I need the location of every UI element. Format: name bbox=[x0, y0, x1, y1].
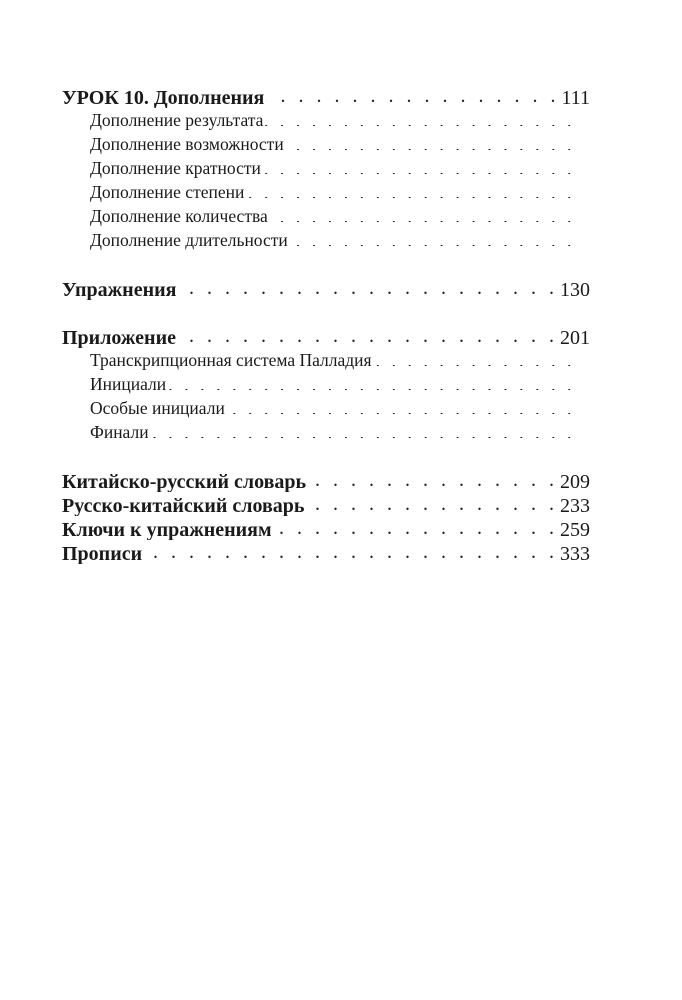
toc-subentry-title: Дополнение результата bbox=[90, 110, 264, 130]
toc-subentry-title: Дополнение возможности bbox=[90, 134, 284, 154]
toc-section-final bbox=[62, 468, 590, 564]
toc-subentry[interactable] bbox=[62, 420, 577, 444]
toc-entry-title: УРОК 10. Дополнения bbox=[62, 87, 265, 108]
table-of-contents bbox=[62, 84, 590, 588]
toc-entry-copybooks[interactable] bbox=[62, 540, 590, 564]
dot-leader bbox=[178, 324, 558, 344]
dot-leader bbox=[306, 492, 558, 512]
dot-leader bbox=[286, 133, 575, 151]
toc-section-lesson-10 bbox=[62, 84, 590, 252]
toc-entry-title: Упражнения bbox=[62, 279, 177, 300]
toc-entry-title: Приложение bbox=[62, 327, 176, 348]
toc-entry-title: Прописи bbox=[62, 543, 143, 564]
dot-leader bbox=[290, 229, 575, 247]
toc-subentry[interactable] bbox=[62, 204, 577, 228]
toc-entry-chinese-russian-dictionary[interactable] bbox=[62, 468, 590, 492]
toc-page-number: 130 bbox=[560, 279, 590, 300]
toc-subentry[interactable] bbox=[62, 348, 577, 372]
toc-subentry[interactable] bbox=[62, 180, 577, 204]
toc-subentry-title: Дополнение степени bbox=[90, 182, 245, 202]
toc-entry-title: Китайско-русский словарь bbox=[62, 471, 307, 492]
dot-leader bbox=[308, 468, 558, 488]
toc-subentry-title: Дополнение количества bbox=[90, 206, 268, 226]
toc-subentry-title: Дополнение кратности bbox=[90, 158, 261, 178]
dot-leader bbox=[265, 109, 575, 127]
toc-subentry-title: Транскрипционная система Палладия bbox=[90, 350, 372, 370]
toc-entry-title: Ключи к упражнениям bbox=[62, 519, 272, 540]
toc-subentry-title: Дополнение длительности bbox=[90, 230, 288, 250]
toc-subentry-title: Инициали bbox=[90, 374, 167, 394]
dot-leader bbox=[274, 516, 558, 536]
toc-entry-exercises[interactable] bbox=[62, 276, 590, 300]
toc-subentry[interactable] bbox=[62, 396, 577, 420]
toc-page-number: 111 bbox=[561, 87, 590, 108]
toc-subentry-title: Особые инициали bbox=[90, 398, 225, 418]
toc-subentry[interactable] bbox=[62, 108, 577, 132]
dot-leader bbox=[178, 276, 558, 296]
dot-leader bbox=[227, 397, 575, 415]
dot-leader bbox=[144, 540, 558, 560]
toc-entry-answer-keys[interactable] bbox=[62, 516, 590, 540]
toc-subentry[interactable] bbox=[62, 156, 577, 180]
dot-leader bbox=[263, 157, 575, 175]
dot-leader bbox=[168, 373, 575, 391]
toc-section-appendix bbox=[62, 324, 590, 444]
dot-leader bbox=[151, 421, 575, 439]
toc-page-number: 201 bbox=[560, 327, 590, 348]
toc-page-number: 333 bbox=[560, 543, 590, 564]
toc-entry-appendix[interactable] bbox=[62, 324, 590, 348]
dot-leader bbox=[266, 84, 559, 104]
dot-leader bbox=[270, 205, 575, 223]
toc-page-number: 259 bbox=[560, 519, 590, 540]
toc-entry-title: Русско-китайский словарь bbox=[62, 495, 305, 516]
toc-entry-russian-chinese-dictionary[interactable] bbox=[62, 492, 590, 516]
dot-leader bbox=[246, 181, 575, 199]
toc-page-number: 209 bbox=[560, 471, 590, 492]
toc-page-number: 233 bbox=[560, 495, 590, 516]
toc-subentry[interactable] bbox=[62, 372, 577, 396]
dot-leader bbox=[374, 349, 575, 367]
toc-entry-lesson-10[interactable] bbox=[62, 84, 590, 108]
toc-subentry[interactable] bbox=[62, 132, 577, 156]
toc-subentry[interactable] bbox=[62, 228, 577, 252]
toc-section-exercises bbox=[62, 276, 590, 300]
toc-subentry-title: Финали bbox=[90, 422, 149, 442]
